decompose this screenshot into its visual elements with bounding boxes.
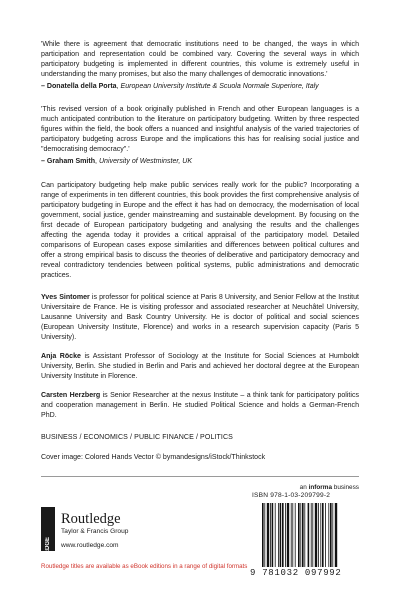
- isbn-label: ISBN 978-1-03-209799-2: [252, 492, 331, 499]
- endorser-name: – Graham Smith: [41, 158, 96, 166]
- ebook-availability-note: Routledge titles are available as eBook editions in a range of digital formats: [41, 563, 248, 570]
- endorser-affiliation: University of Westminster, UK: [98, 158, 193, 166]
- subject-categories: BUSINESS / ECONOMICS / PUBLIC FINANCE / POLITICS: [41, 433, 233, 441]
- author-name: Carsten Herzberg: [41, 392, 101, 400]
- endorsement-quote-2: 'This revised version of a book originally published in French and other European languages is a much anticipated contribution to the literature on participatory budgeting. Written by three respected figures within the field, the book offers a nuanced and insightful analysis of the varied trajectories of participatory budgeting across Europe and the implications this has for realising social justice and "democratising democracy".': [41, 106, 359, 154]
- publisher-name: Routledge: [61, 511, 121, 527]
- book-description: Can participatory budgeting help make public services really work for the public? Incorporating a range of experiments in ten different countries, this book provides the first comprehensive analysis of participatory budgeting in Europe and the effect it has had on democracy, the modernisation of local government, social justice, gender mainstreaming and sustainable development. By focusing on the first decade of European participatory budgeting and analysing the results and the challenges affecting the agenda today it provides a critical appraisal of the participatory model. Detailed comparisons of European cases expose similarities and differences between political cultures and offer a strong empirical basis to discuss the theories of deliberative and participatory democracy and reveal contradictory tendencies between political systems, public administrations and democratic practices.: [41, 181, 359, 279]
- endorser-affiliation: European University Institute & Scuola Normale Superiore, Italy: [120, 83, 319, 91]
- barcode-icon: [262, 503, 358, 571]
- author-bio-1: [41, 293, 359, 343]
- endorsement-attribution-2: – Graham Smith, University of Westminster, UK: [41, 158, 193, 166]
- barcode-number: 9 781032 097992: [250, 568, 342, 578]
- routledge-spine-logo-icon: ROUTLEDGE: [41, 507, 55, 551]
- isbn-barcode-block: [250, 492, 360, 587]
- publisher-group: Taylor & Francis Group: [61, 528, 129, 535]
- author-bio-text: is Senior Researcher at the nexus Institute – a think tank for participatory politics and cooperation management in Berlin. He studied Political Science and holds a German-French PhD.: [41, 392, 359, 420]
- author-bio-text: is professor for political science at Paris 8 University, and Senior Fellow at the Institut Universitaire de France. He is visiting professor and associated researcher at Neuchâtel University, Lausanne University and Bask Country University. He is doctor of political and social sciences (European University Institute, Florence) and works in a research supervision capacity (Paris 5 University).: [41, 293, 359, 342]
- informa-brand: informa: [308, 484, 332, 491]
- author-name: Anja Röcke: [41, 353, 81, 361]
- endorsement-quote-1: 'While there is agreement that democratic institutions need to be changed, the ways in which participation and representation could be combined vary. Covering the several ways in which participatory budgeting is implemented in different countries, this volume is extremely useful in understanding the many promises, but also the many challenges of democratic innovations.': [41, 41, 359, 79]
- cover-image-credit: Cover image: Colored Hands Vector © bymandesigns/iStock/Thinkstock: [41, 453, 266, 461]
- author-bio-text: is Assistant Professor of Sociology at the Institute for Social Sciences at Humboldt University, Berlin. She studied in Berlin and Paris and achieved her doctoral degree at the European University Institute in Florence.: [41, 353, 359, 381]
- author-bio-3: [41, 391, 359, 421]
- divider-line: [41, 476, 359, 477]
- endorser-name: – Donatella della Porta: [41, 83, 117, 91]
- author-name: Yves Sintomer: [41, 293, 90, 301]
- publisher-url: www.routledge.com: [61, 542, 119, 549]
- informa-business-label: an informa business: [299, 484, 359, 491]
- author-bio-2: [41, 352, 359, 382]
- endorsement-attribution-1: – Donatella della Porta, European University Institute & Scuola Normale Superiore, Italy: [41, 83, 319, 91]
